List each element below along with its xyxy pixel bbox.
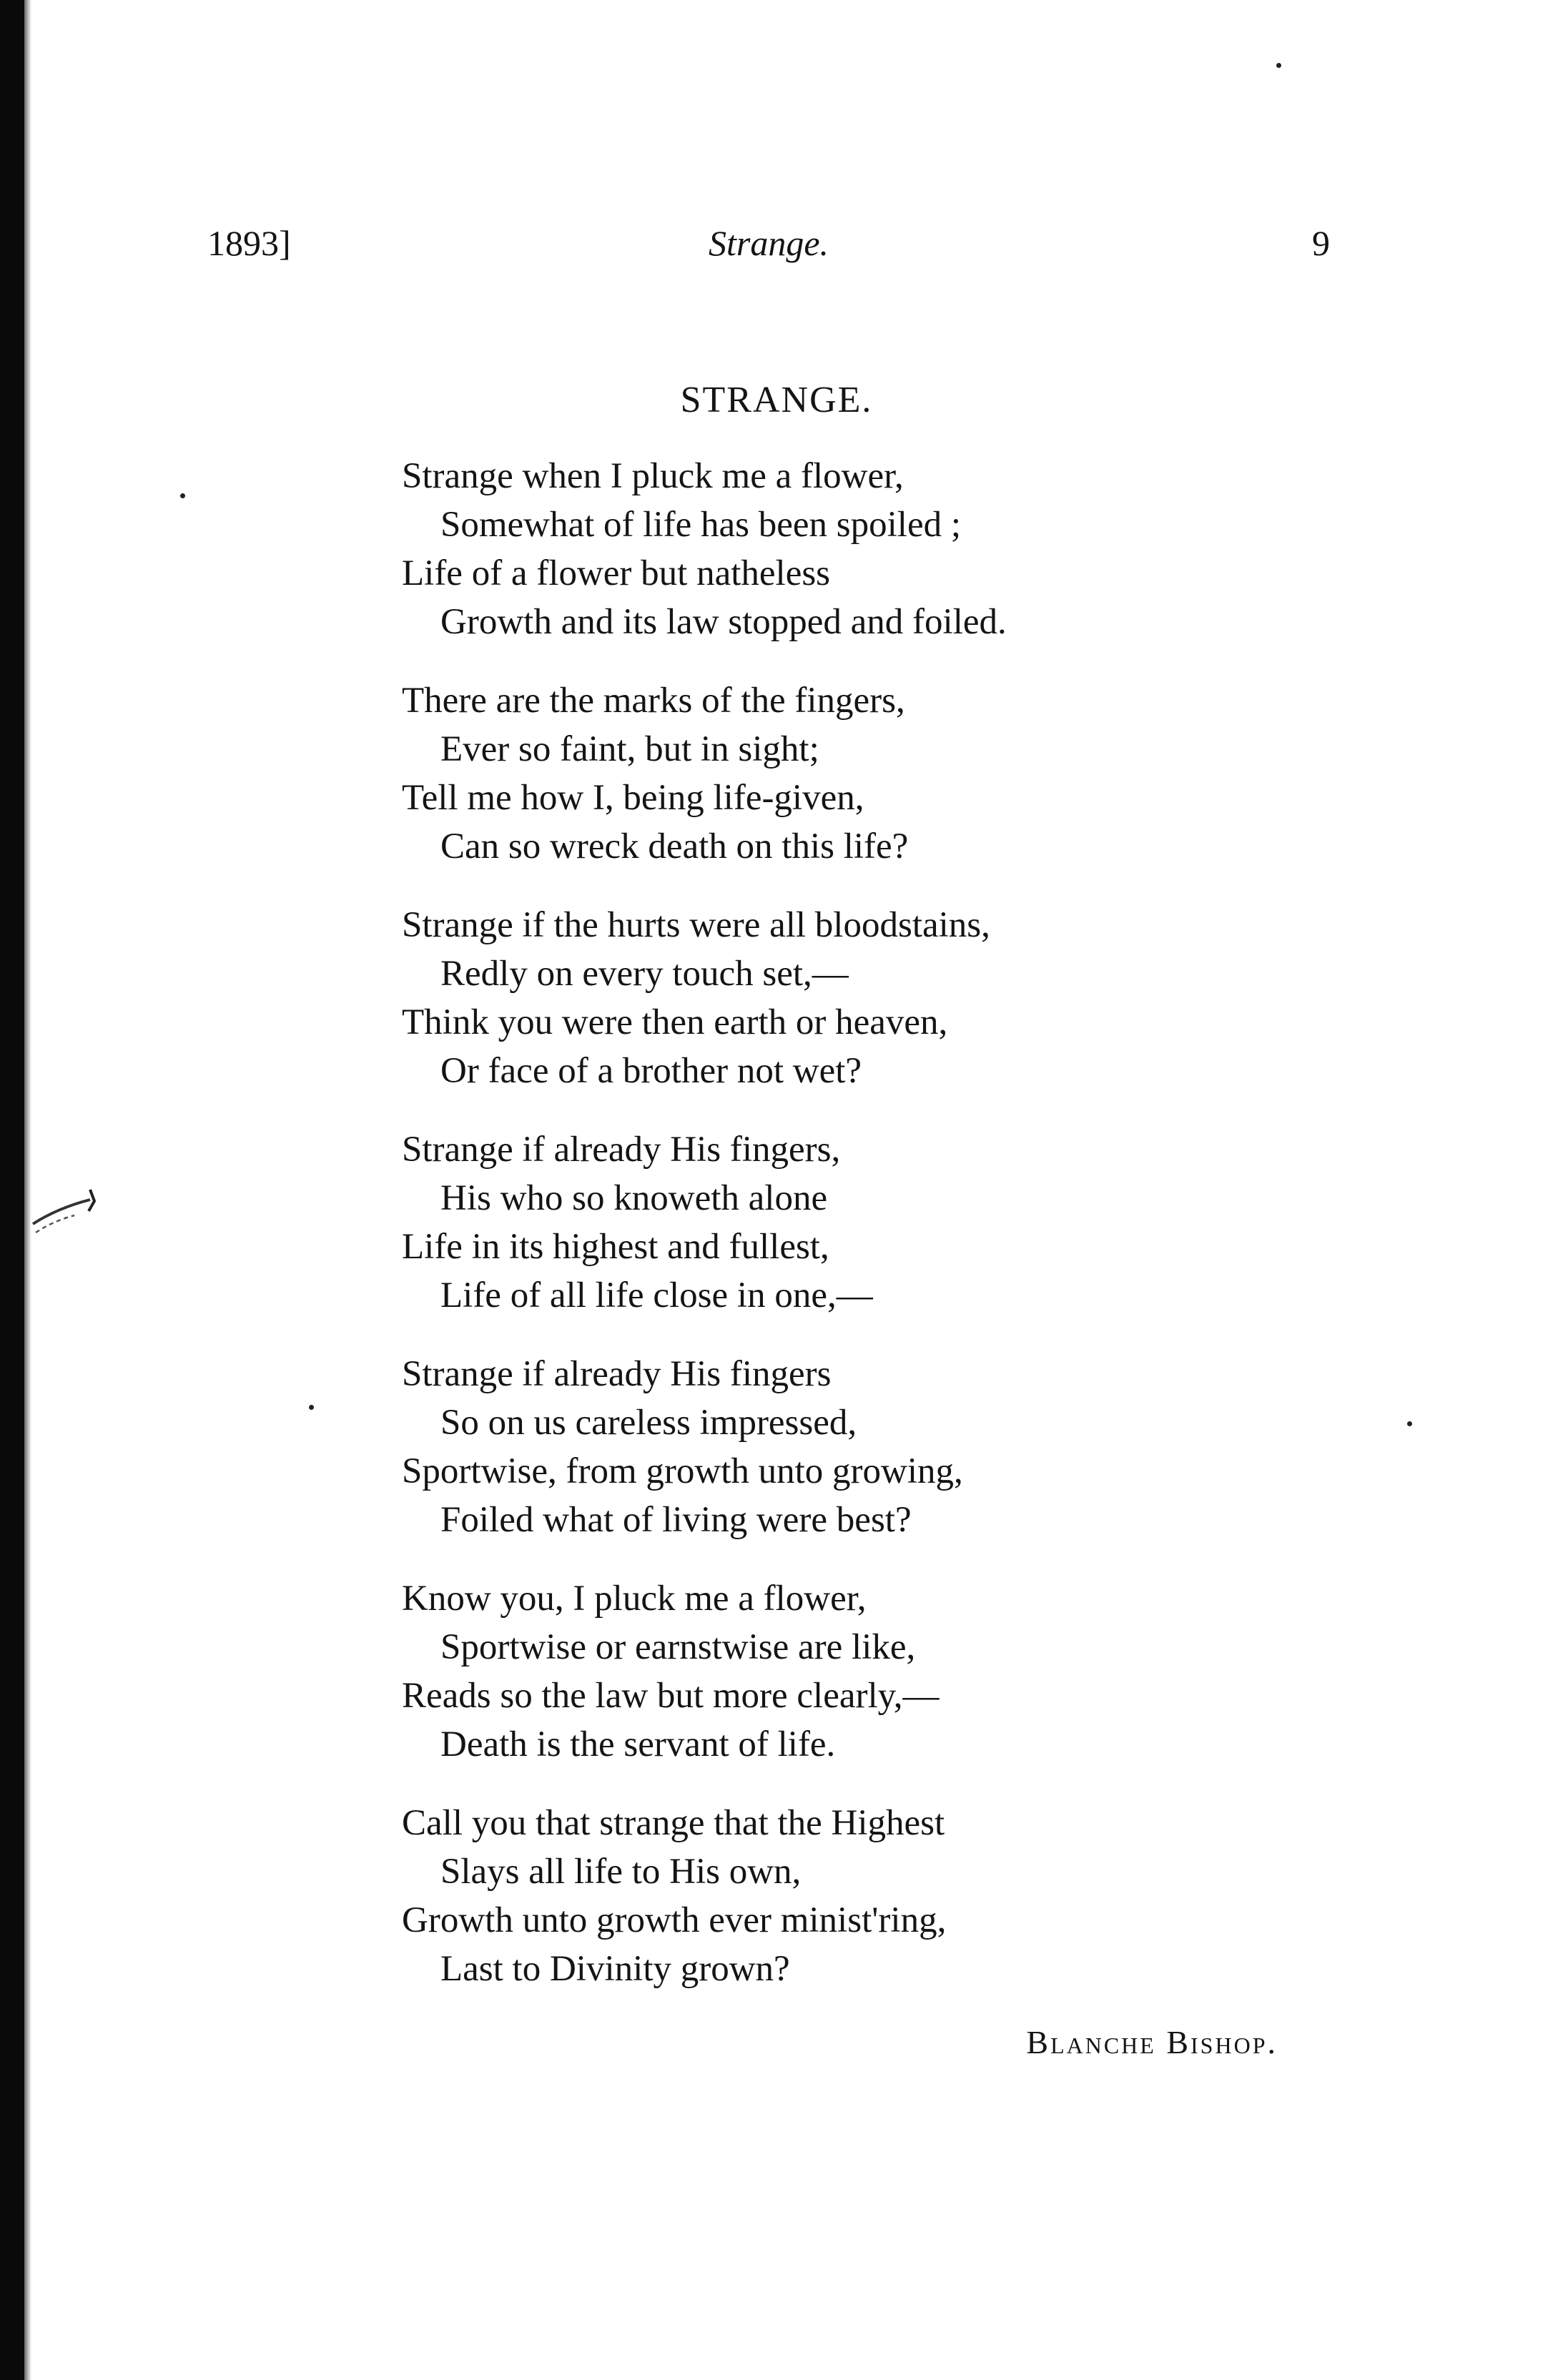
- poem-line: Call you that strange that the Highest: [402, 1803, 945, 1843]
- page-number: 9: [1312, 223, 1330, 263]
- print-speck: [1276, 63, 1281, 68]
- poem-line: Growth and its law stopped and foiled.: [440, 602, 1007, 642]
- poem-line: Strange if already His fingers: [402, 1354, 832, 1394]
- author-signature: Blanche Bishop.: [1026, 2024, 1278, 2060]
- running-head-year: 1893]: [207, 223, 291, 263]
- poem-line: Or face of a brother not wet?: [440, 1051, 862, 1091]
- page-binding-edge: [0, 0, 24, 2380]
- poem-line: Life in its highest and fullest,: [402, 1227, 829, 1267]
- poem-line: Last to Divinity grown?: [440, 1949, 790, 1989]
- poem-body: [402, 452, 1331, 2023]
- poem-line: Growth unto growth ever minist'ring,: [402, 1900, 947, 1940]
- poem-line: Tell me how I, being life-given,: [402, 778, 864, 818]
- poem-line: Foiled what of living were best?: [440, 1500, 912, 1540]
- margin-pencil-mark: [29, 1180, 107, 1244]
- stanza: [402, 901, 1331, 1095]
- poem-line: Sportwise or earnstwise are like,: [440, 1627, 916, 1667]
- print-speck: [309, 1405, 314, 1410]
- poem-line: Reads so the law but more clearly,—: [402, 1676, 940, 1716]
- poem-line: Can so wreck death on this life?: [440, 826, 909, 866]
- poem-line: Know you, I pluck me a flower,: [402, 1579, 867, 1619]
- poem-line: So on us careless impressed,: [440, 1403, 857, 1443]
- stanza: [402, 1350, 1331, 1544]
- poem-line: Somewhat of life has been spoiled ;: [440, 505, 961, 545]
- poem-line: Strange when I pluck me a flower,: [402, 456, 904, 496]
- poem-line: Slays all life to His own,: [440, 1852, 802, 1892]
- poem-title: STRANGE.: [680, 380, 873, 420]
- poem-line: Strange if the hurts were all bloodstains,: [402, 905, 990, 945]
- poem-line: Strange if already His fingers,: [402, 1130, 841, 1170]
- print-speck: [180, 493, 185, 498]
- poem-line: His who so knoweth alone: [440, 1178, 828, 1218]
- poem-line: There are the marks of the fingers,: [402, 681, 905, 721]
- stanza: [402, 1574, 1331, 1769]
- poem-line: Think you were then earth or heaven,: [402, 1002, 948, 1042]
- poem-line: Sportwise, from growth unto growing,: [402, 1451, 963, 1491]
- poem-line: Life of a flower but natheless: [402, 553, 831, 593]
- stanza: [402, 1125, 1331, 1320]
- poem-line: Ever so faint, but in sight;: [440, 729, 819, 769]
- poem-line: Death is the servant of life.: [440, 1724, 836, 1764]
- print-speck: [1407, 1421, 1412, 1426]
- stanza: [402, 452, 1331, 646]
- stanza: [402, 1799, 1331, 1993]
- running-head-title: Strange.: [708, 223, 829, 263]
- stanza: [402, 676, 1331, 871]
- poem-line: Life of all life close in one,—: [440, 1275, 873, 1315]
- poem-line: Redly on every touch set,—: [440, 954, 849, 994]
- running-head: [207, 214, 1330, 272]
